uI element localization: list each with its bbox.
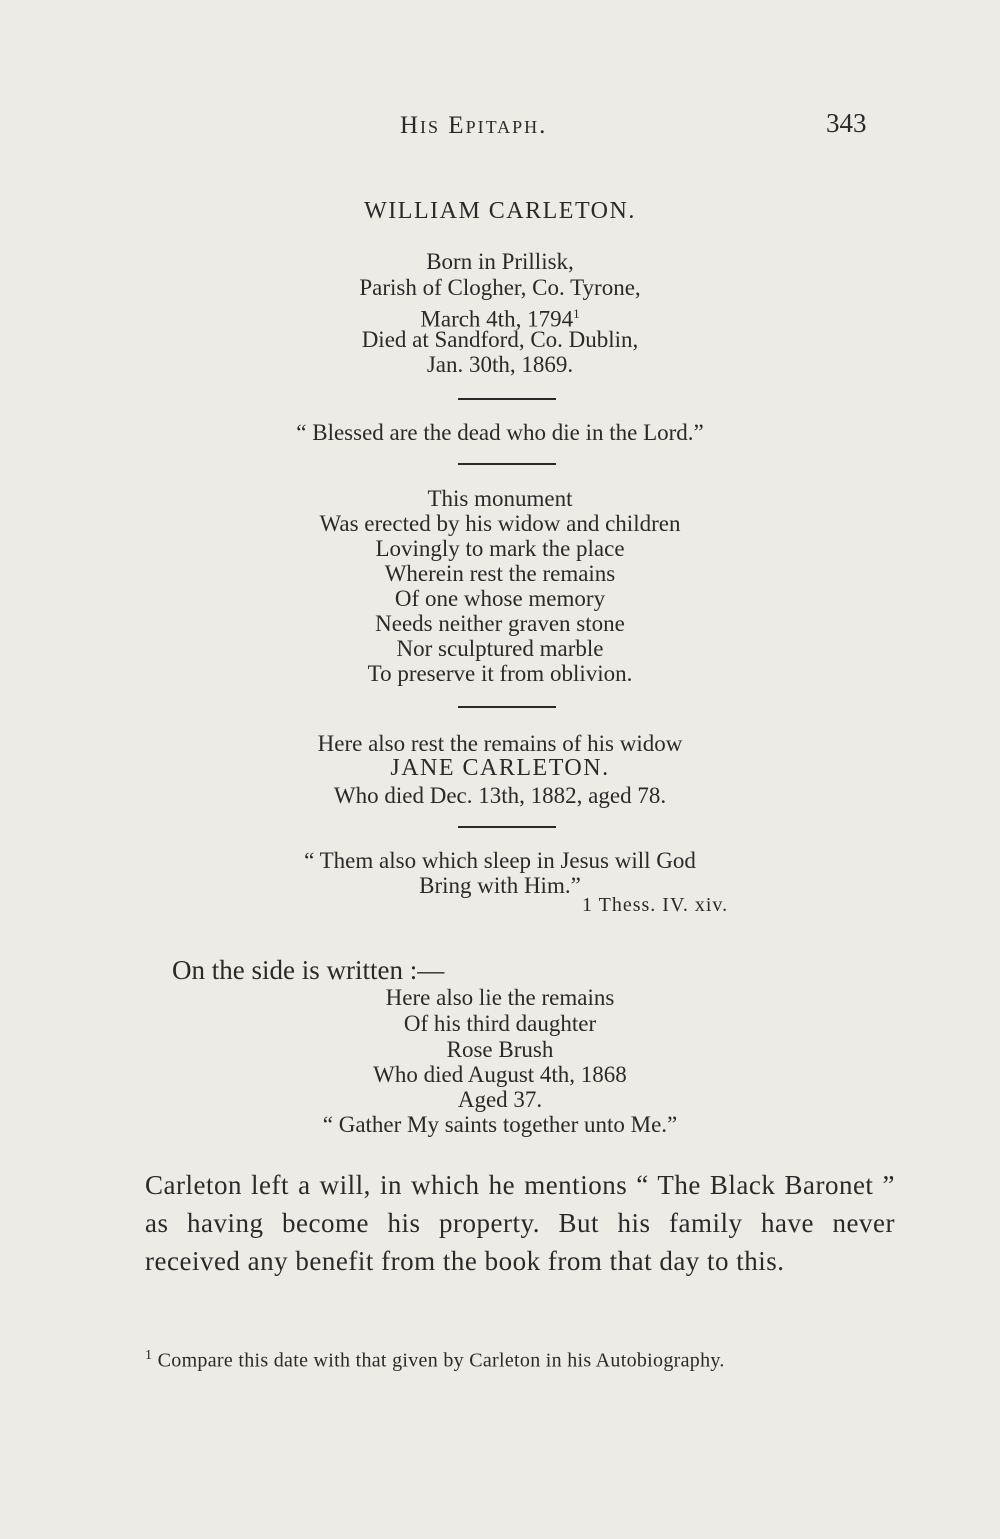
died-line: Died at Sandford, Co. Dublin,	[361, 327, 639, 352]
born-date: March 4th, 1794	[420, 306, 574, 332]
monument-line: Of one whose memory	[394, 586, 606, 611]
divider-rule	[458, 706, 556, 708]
side-line: Of his third daughter	[403, 1011, 597, 1036]
footnote	[145, 1341, 890, 1376]
footnote-text: Compare this date with that given by Carleton in his Autobiography.	[157, 1349, 725, 1372]
side-quote: “ Gather My saints together unto Me.”	[322, 1112, 678, 1137]
widow-line: Here also rest the remains of his widow	[317, 731, 683, 756]
side-line: Rose Brush	[446, 1037, 554, 1062]
side-heading: On the side is written :—	[172, 955, 445, 985]
born-line: Born in Prillisk,	[426, 249, 574, 274]
footnote-marker: 1	[145, 1348, 153, 1363]
monument-line: Needs neither graven stone	[375, 611, 625, 636]
divider-rule	[458, 463, 556, 465]
monument-line: Was erected by his widow and children	[319, 511, 681, 536]
quote-sleep: “ Them also which sleep in Jesus will God	[304, 848, 696, 873]
closing-paragraph: Carleton left a will, in which he mentions “ The Black Baronet ” as having become his property. But his family have never received any benefit from the book from that day to this.	[145, 1170, 895, 1276]
divider-rule	[458, 826, 556, 828]
epitaph-name: WILLIAM CARLETON.	[364, 198, 636, 224]
widow-name: JANE CARLETON.	[390, 755, 610, 781]
running-head: His Epitaph.	[400, 112, 548, 139]
monument-line: Lovingly to mark the place	[375, 536, 625, 561]
monument-line: Nor sculptured marble	[396, 636, 604, 661]
monument-line: Wherein rest the remains	[384, 561, 616, 586]
side-line: Here also lie the remains	[385, 985, 615, 1010]
side-line: Aged 37.	[457, 1087, 543, 1112]
divider-rule	[458, 398, 556, 400]
scripture-citation: 1 Thess. IV. xiv.	[582, 894, 729, 916]
quote-blessed: “ Blessed are the dead who die in the Lord.”	[296, 420, 704, 445]
footnote-ref: 1	[573, 306, 580, 321]
died-date: Jan. 30th, 1869.	[426, 352, 574, 377]
monument-line: To preserve it from oblivion.	[367, 661, 633, 686]
born-line: Parish of Clogher, Co. Tyrone,	[359, 275, 641, 300]
monument-line: This monument	[427, 486, 573, 511]
widow-died: Who died Dec. 13th, 1882, aged 78.	[333, 783, 667, 808]
quote-sleep: Bring with Him.”	[419, 873, 581, 898]
side-line: Who died August 4th, 1868	[373, 1062, 627, 1087]
page-number: 343	[826, 108, 867, 138]
